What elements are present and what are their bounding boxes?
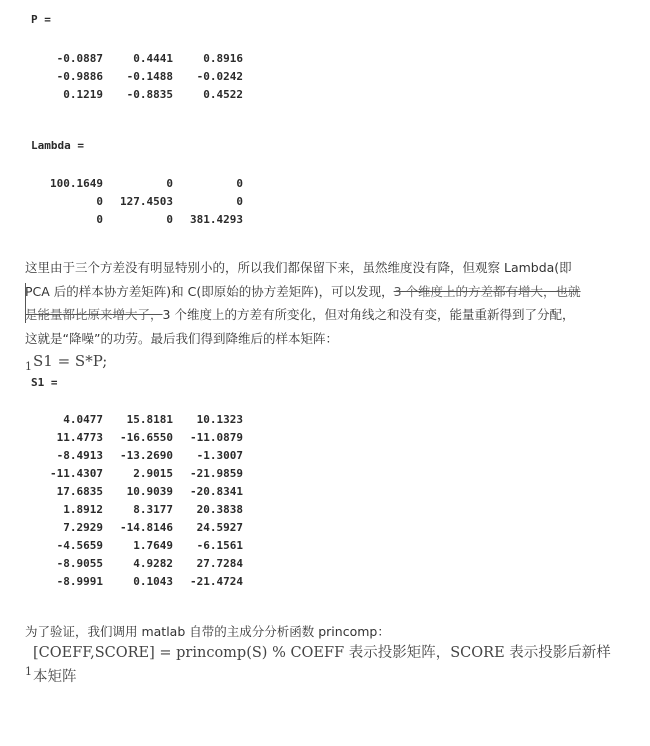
code-line xyxy=(25,665,77,686)
p-label: P = xyxy=(31,13,51,26)
table-row xyxy=(40,428,243,446)
matrix-cell: -0.8835 xyxy=(126,87,173,101)
matrix-cell: -4.5659 xyxy=(56,538,103,552)
matrix-cell: 10.9039 xyxy=(126,484,173,498)
matrix-cell: -8.9055 xyxy=(56,556,103,570)
matrix-cell: 27.7284 xyxy=(196,556,243,570)
matrix-cell: -21.9859 xyxy=(190,466,243,480)
table-row xyxy=(40,85,243,103)
matrix-cell: -8.4913 xyxy=(56,448,103,462)
line-number: 1 xyxy=(25,360,32,373)
matrix-cell: -0.0887 xyxy=(56,51,103,65)
matrix-cell: 0.1043 xyxy=(133,574,173,588)
struck-text: 3 个维度上的方差都有增大，也就 xyxy=(393,283,581,299)
matrix-cell: -13.2690 xyxy=(120,448,173,462)
verify-paragraph xyxy=(25,620,625,644)
matrix-cell: 0.8916 xyxy=(203,51,243,65)
matrix-cell: 127.4503 xyxy=(120,194,173,208)
table-row xyxy=(40,192,243,210)
table-row xyxy=(40,410,243,428)
matrix-cell: 0.4441 xyxy=(133,51,173,65)
matrix-cell: 24.5927 xyxy=(196,520,243,534)
table-row xyxy=(40,446,243,464)
table-row xyxy=(40,210,243,228)
matrix-cell: 0.4522 xyxy=(203,87,243,101)
matrix-cell: 10.1323 xyxy=(196,412,243,426)
code-text: 本矩阵 xyxy=(33,669,77,685)
matrix-cell: -1.3007 xyxy=(196,448,243,462)
matrix-cell: 4.0477 xyxy=(63,412,103,426)
matrix-cell: 0 xyxy=(96,212,103,226)
s1-matrix xyxy=(40,410,243,590)
matrix-cell: 381.4293 xyxy=(190,212,243,226)
paragraph-line: 为了验证，我们调用 matlab 自带的主成分分析函数 princomp： xyxy=(25,624,390,639)
matrix-cell: 15.8181 xyxy=(126,412,173,426)
matrix-cell: 11.4773 xyxy=(56,430,103,444)
table-row xyxy=(40,518,243,536)
table-row xyxy=(40,500,243,518)
paragraph-line xyxy=(25,303,625,327)
paragraph-line: 这里由于三个方差没有明显特别小的，所以我们都保留下来，虽然维度没有降，但观察 Lambda(即 xyxy=(25,260,572,275)
lambda-label: Lambda = xyxy=(31,139,84,152)
table-row xyxy=(40,554,243,572)
line-number: 1 xyxy=(25,665,32,678)
paragraph-line: 这就是“降噪”的功劳。最后我们得到降维后的样本矩阵： xyxy=(25,330,338,346)
table-row xyxy=(40,174,243,192)
matrix-cell: 4.9282 xyxy=(133,556,173,570)
matrix-cell: 2.9015 xyxy=(133,466,173,480)
table-row xyxy=(40,464,243,482)
matrix-cell: -0.0242 xyxy=(196,69,243,83)
matrix-cell: 17.6835 xyxy=(56,484,103,498)
matrix-cell: 1.8912 xyxy=(63,502,103,516)
matrix-cell: 7.2929 xyxy=(63,520,103,534)
matrix-cell: 100.1649 xyxy=(50,176,103,190)
matrix-cell: 0.1219 xyxy=(63,87,103,101)
lambda-matrix xyxy=(40,174,243,228)
code-line: [COEFF,SCORE] = princomp(S) % COEFF 表示投影矩阵，SCORE 表示投影后新样 xyxy=(33,645,611,661)
matrix-cell: 1.7649 xyxy=(133,538,173,552)
table-row xyxy=(40,49,243,67)
code-text: S1 = S*P; xyxy=(33,352,108,370)
p-matrix xyxy=(40,49,243,103)
paragraph-line xyxy=(25,280,625,304)
paragraph-text: PCA 后的样本协方差矩阵)和 C(即原始的协方差矩阵)，可以发现， xyxy=(25,283,394,299)
table-row xyxy=(40,482,243,500)
matrix-cell: 0 xyxy=(166,212,173,226)
table-row xyxy=(40,572,243,590)
matrix-cell: -21.4724 xyxy=(190,574,243,588)
matrix-cell: -16.6550 xyxy=(120,430,173,444)
matrix-cell: 20.3838 xyxy=(196,502,243,516)
explanation-paragraph xyxy=(25,256,625,350)
matrix-cell: -0.9886 xyxy=(56,69,103,83)
matrix-cell: -20.8341 xyxy=(190,484,243,498)
matrix-cell: -14.8146 xyxy=(120,520,173,534)
table-row xyxy=(40,67,243,85)
matrix-cell: 0 xyxy=(96,194,103,208)
matrix-cell: 8.3177 xyxy=(133,502,173,516)
code-line xyxy=(25,352,107,373)
matrix-cell: -0.1488 xyxy=(126,69,173,83)
matrix-cell: -11.4307 xyxy=(50,466,103,480)
struck-text: 是能量都比原来增大了， xyxy=(25,307,163,322)
matrix-cell: 0 xyxy=(236,176,243,190)
paragraph-text: 3 个维度上的方差有所变化，但对角线之和没有变，能量重新得到了分配， xyxy=(162,307,575,322)
matrix-cell: 0 xyxy=(236,194,243,208)
matrix-cell: -11.0879 xyxy=(190,430,243,444)
matrix-cell: -8.9991 xyxy=(56,574,103,588)
s1-label: S1 = xyxy=(31,376,58,389)
table-row xyxy=(40,536,243,554)
matrix-cell: 0 xyxy=(166,176,173,190)
matrix-cell: -6.1561 xyxy=(196,538,243,552)
